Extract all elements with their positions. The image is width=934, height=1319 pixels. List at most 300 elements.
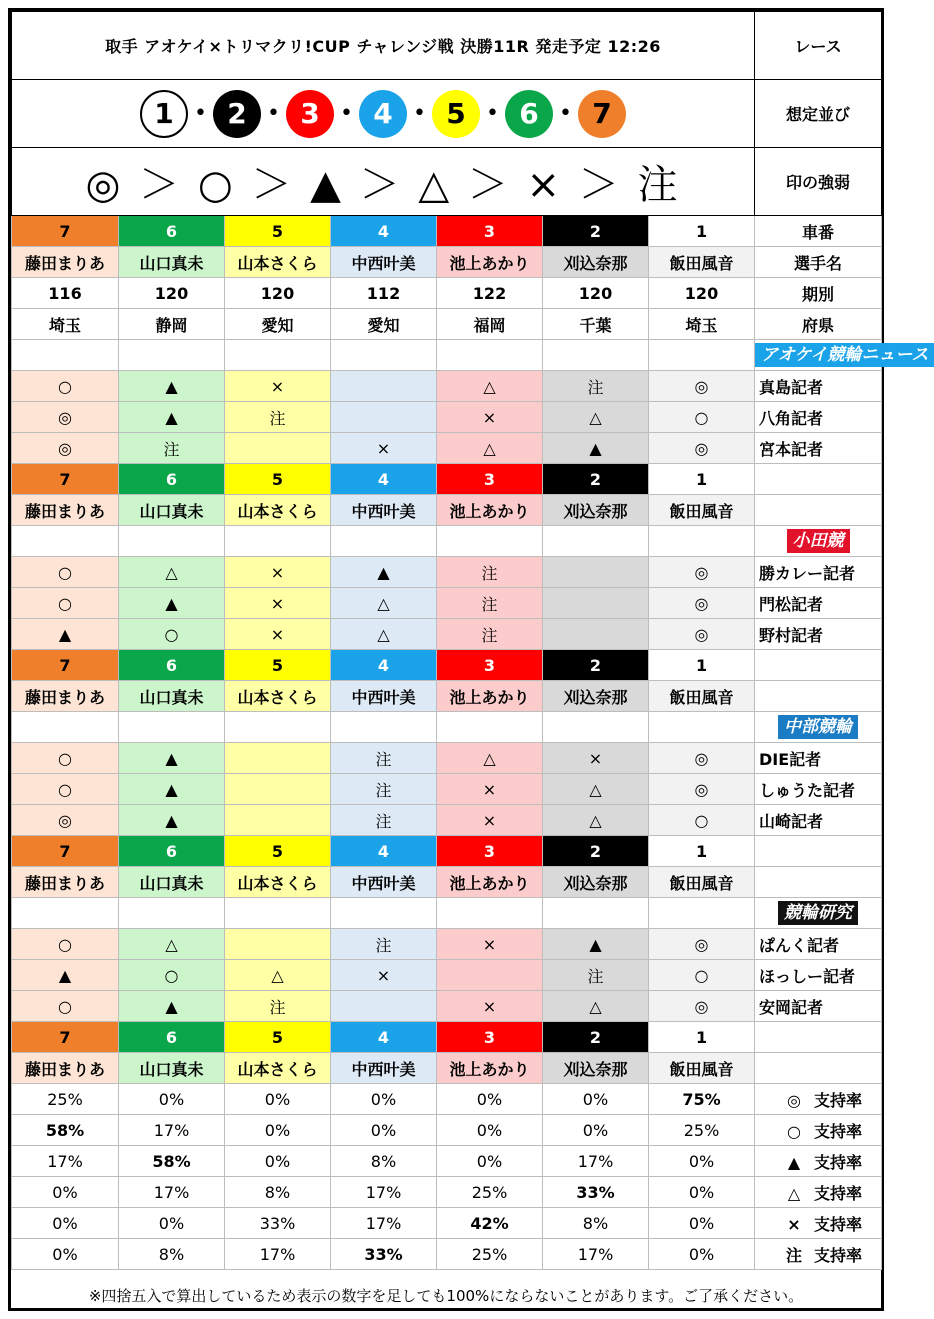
support-rate: 8% — [225, 1177, 331, 1208]
blank-cell — [543, 526, 649, 557]
name-row — [12, 495, 882, 526]
formation-line — [12, 80, 755, 148]
support-text: 支持率 — [814, 1090, 863, 1110]
support-rate: 0% — [119, 1084, 225, 1115]
reporter-name: 八角記者 — [755, 402, 882, 433]
blank-cell — [12, 712, 119, 743]
support-rate: 0% — [12, 1239, 119, 1270]
reporter-name: 安岡記者 — [755, 991, 882, 1022]
support-rate: 33% — [331, 1239, 437, 1270]
car-number: 7 — [12, 464, 119, 495]
support-rate: 8% — [543, 1208, 649, 1239]
rider-term: 116 — [12, 278, 119, 309]
support-mark: ▲ — [787, 1152, 801, 1172]
car-number: 5 — [225, 650, 331, 681]
rider-name: 池上あかり — [437, 495, 543, 526]
publication-row — [12, 526, 882, 557]
prediction-mark: ○ — [649, 960, 755, 991]
car-number: 2 — [543, 1022, 649, 1053]
blank-cell — [225, 712, 331, 743]
prediction-mark: ○ — [12, 557, 119, 588]
rider-name: 飯田風音 — [649, 495, 755, 526]
prediction-row — [12, 805, 882, 836]
prediction-mark — [225, 433, 331, 464]
support-rate: 0% — [331, 1084, 437, 1115]
rider-term: 120 — [225, 278, 331, 309]
prediction-mark — [543, 588, 649, 619]
blank-cell — [119, 526, 225, 557]
support-label — [755, 1239, 882, 1270]
support-rate: 8% — [331, 1146, 437, 1177]
blank-cell — [225, 526, 331, 557]
support-text: 支持率 — [814, 1152, 863, 1172]
prediction-mark — [225, 805, 331, 836]
prediction-row — [12, 619, 882, 650]
blank-cell — [649, 712, 755, 743]
rider-name: 刈込奈那 — [543, 681, 649, 712]
prediction-mark: ◎ — [649, 433, 755, 464]
blank-cell — [225, 340, 331, 371]
support-rate: 17% — [12, 1146, 119, 1177]
rider-term: 122 — [437, 278, 543, 309]
blank-cell — [543, 340, 649, 371]
formation-dot: • — [267, 101, 281, 126]
support-rate: 0% — [12, 1208, 119, 1239]
prediction-mark: ○ — [12, 774, 119, 805]
rider-pref: 静岡 — [119, 309, 225, 340]
rider-name: 刈込奈那 — [543, 247, 649, 278]
prediction-mark: 注 — [543, 960, 649, 991]
support-rate: 0% — [119, 1208, 225, 1239]
car-number: 2 — [543, 464, 649, 495]
support-rate: 0% — [225, 1084, 331, 1115]
rider-name: 池上あかり — [437, 867, 543, 898]
reporter-name: 門松記者 — [755, 588, 882, 619]
prediction-mark — [543, 619, 649, 650]
prediction-mark: ◎ — [649, 588, 755, 619]
formation-circle-2: 2 — [213, 90, 261, 138]
prediction-mark: ◎ — [12, 433, 119, 464]
number-label — [755, 1022, 882, 1053]
race-title: 取手 アオケイ×トリマクリ!CUP チャレンジ戦 決勝11R 発走予定 12:26 — [12, 12, 755, 80]
blank-cell — [437, 526, 543, 557]
prediction-mark: △ — [119, 557, 225, 588]
prediction-mark: ○ — [12, 743, 119, 774]
support-rate: 58% — [119, 1146, 225, 1177]
car-number: 2 — [543, 216, 649, 247]
rider-name: 飯田風音 — [649, 681, 755, 712]
rider-name: 刈込奈那 — [543, 495, 649, 526]
formation-dot: • — [485, 101, 499, 126]
rider-name: 飯田風音 — [649, 1053, 755, 1084]
prediction-mark: × — [437, 805, 543, 836]
prediction-mark: ▲ — [331, 557, 437, 588]
rider-pref: 福岡 — [437, 309, 543, 340]
rider-name: 中西叶美 — [331, 1053, 437, 1084]
name-row — [12, 247, 882, 278]
prediction-mark: ▲ — [119, 588, 225, 619]
prediction-row — [12, 929, 882, 960]
name-label — [755, 681, 882, 712]
support-rate: 0% — [225, 1115, 331, 1146]
prediction-mark: ◎ — [649, 743, 755, 774]
prediction-mark: × — [331, 433, 437, 464]
prediction-mark: ○ — [12, 371, 119, 402]
prediction-mark: △ — [437, 743, 543, 774]
blank-cell — [331, 340, 437, 371]
reporter-name: ほっしー記者 — [755, 960, 882, 991]
reporter-name: 山崎記者 — [755, 805, 882, 836]
prediction-mark: × — [331, 960, 437, 991]
prediction-row — [12, 371, 882, 402]
rider-name: 藤田まりあ — [12, 867, 119, 898]
rider-name: 山口真未 — [119, 681, 225, 712]
prediction-mark: 注 — [543, 371, 649, 402]
prediction-mark: × — [225, 588, 331, 619]
prediction-mark: 注 — [331, 929, 437, 960]
rider-term-row — [12, 278, 882, 309]
car-number: 3 — [437, 836, 543, 867]
support-rate: 25% — [437, 1177, 543, 1208]
name-label: 選手名 — [755, 247, 882, 278]
rider-name: 山口真未 — [119, 495, 225, 526]
number-row — [12, 216, 882, 247]
prediction-mark: △ — [437, 371, 543, 402]
prediction-row — [12, 557, 882, 588]
blank-cell — [331, 526, 437, 557]
support-label — [755, 1208, 882, 1239]
blank-cell — [331, 898, 437, 929]
blank-cell — [12, 340, 119, 371]
support-rate: 25% — [649, 1115, 755, 1146]
blank-cell — [12, 526, 119, 557]
rider-name: 池上あかり — [437, 247, 543, 278]
blank-cell — [437, 712, 543, 743]
car-number: 7 — [12, 836, 119, 867]
blank-cell — [119, 898, 225, 929]
prediction-mark: ○ — [649, 805, 755, 836]
car-number: 3 — [437, 650, 543, 681]
rider-name: 藤田まりあ — [12, 681, 119, 712]
prediction-mark: ◎ — [649, 371, 755, 402]
support-rate: 17% — [119, 1177, 225, 1208]
support-rate: 8% — [119, 1239, 225, 1270]
formation-label: 想定並び — [755, 80, 882, 148]
number-label — [755, 650, 882, 681]
support-mark: × — [787, 1214, 801, 1234]
prediction-mark: 注 — [437, 619, 543, 650]
rider-name: 藤田まりあ — [12, 247, 119, 278]
support-row — [12, 1239, 882, 1270]
name-row — [12, 867, 882, 898]
marks-order: ◎ ＞ ○ ＞ ▲ ＞ △ ＞ × ＞ 注 — [12, 148, 755, 216]
support-rate: 0% — [437, 1146, 543, 1177]
blank-cell — [543, 898, 649, 929]
prediction-mark: △ — [331, 588, 437, 619]
car-number: 1 — [649, 1022, 755, 1053]
rider-name: 藤田まりあ — [12, 495, 119, 526]
formation-circle-4: 4 — [359, 90, 407, 138]
race-table — [11, 11, 929, 1270]
rider-pref-row — [12, 309, 882, 340]
support-rate: 17% — [543, 1239, 649, 1270]
rider-name: 中西叶美 — [331, 247, 437, 278]
reporter-name: DIE記者 — [755, 743, 882, 774]
rider-name: 刈込奈那 — [543, 867, 649, 898]
formation-dot: • — [558, 101, 572, 126]
prediction-mark — [437, 960, 543, 991]
formation-dot: • — [340, 101, 353, 126]
number-row — [12, 464, 882, 495]
support-label — [755, 1084, 882, 1115]
support-rate: 25% — [12, 1084, 119, 1115]
support-rate: 0% — [543, 1115, 649, 1146]
support-rate: 0% — [649, 1177, 755, 1208]
prediction-mark — [331, 371, 437, 402]
formation-circle-5: 5 — [432, 90, 480, 138]
support-rate: 42% — [437, 1208, 543, 1239]
rider-name: 中西叶美 — [331, 867, 437, 898]
support-rate: 0% — [649, 1208, 755, 1239]
blank-cell — [649, 340, 755, 371]
support-rate: 17% — [119, 1115, 225, 1146]
prediction-mark: ◎ — [12, 805, 119, 836]
reporter-name: 野村記者 — [755, 619, 882, 650]
prediction-mark: × — [437, 991, 543, 1022]
number-label — [755, 836, 882, 867]
blank-cell — [12, 898, 119, 929]
prediction-mark: ▲ — [119, 371, 225, 402]
prediction-mark — [225, 743, 331, 774]
prediction-mark: ◎ — [649, 557, 755, 588]
support-row — [12, 1084, 882, 1115]
formation-circle-1: 1 — [140, 90, 188, 138]
prediction-row — [12, 743, 882, 774]
support-rate: 33% — [543, 1177, 649, 1208]
rider-name: 刈込奈那 — [543, 1053, 649, 1084]
rider-name: 山本さくら — [225, 495, 331, 526]
prediction-mark: ▲ — [119, 774, 225, 805]
formation-circle-6: 6 — [505, 90, 553, 138]
support-mark: 注 — [785, 1245, 802, 1265]
car-number: 1 — [649, 216, 755, 247]
rider-name: 飯田風音 — [649, 867, 755, 898]
support-mark: ○ — [787, 1121, 801, 1141]
car-number: 5 — [225, 1022, 331, 1053]
support-rate: 75% — [649, 1084, 755, 1115]
rider-name: 池上あかり — [437, 681, 543, 712]
support-rate: 0% — [543, 1084, 649, 1115]
support-text: 支持率 — [814, 1245, 863, 1265]
prediction-mark: 注 — [331, 774, 437, 805]
support-label — [755, 1146, 882, 1177]
rider-term: 120 — [543, 278, 649, 309]
publication-row — [12, 898, 882, 929]
prediction-mark: ○ — [12, 929, 119, 960]
rider-pref: 愛知 — [331, 309, 437, 340]
car-number: 4 — [331, 464, 437, 495]
rider-name: 中西叶美 — [331, 495, 437, 526]
prediction-mark: 注 — [437, 588, 543, 619]
prediction-mark — [331, 402, 437, 433]
reporter-name: ぱんく記者 — [755, 929, 882, 960]
support-rate: 0% — [12, 1177, 119, 1208]
prediction-mark: × — [437, 929, 543, 960]
prediction-mark: 注 — [119, 433, 225, 464]
prediction-mark — [225, 929, 331, 960]
prediction-mark: ○ — [119, 619, 225, 650]
number-label: 車番 — [755, 216, 882, 247]
prediction-mark: × — [225, 557, 331, 588]
prediction-mark: ▲ — [119, 402, 225, 433]
rider-name: 山本さくら — [225, 247, 331, 278]
prediction-row — [12, 402, 882, 433]
prediction-row — [12, 960, 882, 991]
reporter-name: 真島記者 — [755, 371, 882, 402]
prediction-mark: ○ — [119, 960, 225, 991]
reporter-name: 宮本記者 — [755, 433, 882, 464]
blank-cell — [649, 898, 755, 929]
support-rate: 17% — [331, 1177, 437, 1208]
blank-cell — [543, 712, 649, 743]
formation-dot: • — [413, 101, 426, 126]
car-number: 5 — [225, 836, 331, 867]
support-rate: 0% — [437, 1084, 543, 1115]
car-number: 6 — [119, 650, 225, 681]
rider-term-label: 期別 — [755, 278, 882, 309]
support-row — [12, 1208, 882, 1239]
car-number: 4 — [331, 836, 437, 867]
rider-name: 池上あかり — [437, 1053, 543, 1084]
publication-logo: アオケイ競輪ニュース — [755, 343, 934, 367]
publication-cell — [755, 898, 882, 929]
prediction-mark: ▲ — [12, 619, 119, 650]
name-row — [12, 681, 882, 712]
car-number: 3 — [437, 216, 543, 247]
prediction-row — [12, 991, 882, 1022]
race-sheet — [8, 8, 929, 1311]
prediction-mark: × — [543, 743, 649, 774]
car-number: 1 — [649, 650, 755, 681]
support-mark: ◎ — [787, 1090, 801, 1110]
rider-pref: 埼玉 — [12, 309, 119, 340]
car-number: 3 — [437, 464, 543, 495]
prediction-mark: × — [225, 619, 331, 650]
publication-cell — [755, 340, 929, 371]
support-row — [12, 1115, 882, 1146]
support-label — [755, 1115, 882, 1146]
prediction-mark: ◎ — [12, 402, 119, 433]
publication-cell — [755, 712, 882, 743]
prediction-mark: △ — [119, 929, 225, 960]
publication-logo: 競輪研究 — [778, 901, 858, 925]
support-rate: 0% — [437, 1115, 543, 1146]
prediction-mark: 注 — [437, 557, 543, 588]
blank-cell — [225, 898, 331, 929]
prediction-mark: ▲ — [119, 805, 225, 836]
prediction-mark: ○ — [12, 588, 119, 619]
reporter-name: 勝カレー記者 — [755, 557, 882, 588]
car-number: 1 — [649, 464, 755, 495]
car-number: 7 — [12, 650, 119, 681]
support-text: 支持率 — [814, 1121, 863, 1141]
car-number: 5 — [225, 464, 331, 495]
support-text: 支持率 — [814, 1214, 863, 1234]
prediction-mark: ◎ — [649, 619, 755, 650]
prediction-mark: ▲ — [119, 743, 225, 774]
blank-cell — [437, 898, 543, 929]
strength-label: 印の強弱 — [755, 148, 882, 216]
footnote-table — [11, 1282, 881, 1308]
rider-name: 藤田まりあ — [12, 1053, 119, 1084]
prediction-mark: △ — [437, 433, 543, 464]
support-rate: 17% — [543, 1146, 649, 1177]
number-row — [12, 650, 882, 681]
support-text: 支持率 — [814, 1183, 863, 1203]
blank-cell — [119, 340, 225, 371]
support-label — [755, 1177, 882, 1208]
support-rate: 17% — [331, 1208, 437, 1239]
prediction-mark: × — [437, 402, 543, 433]
rider-name: 飯田風音 — [649, 247, 755, 278]
publication-row — [12, 712, 882, 743]
formation-circle-3: 3 — [286, 90, 334, 138]
prediction-mark: △ — [543, 805, 649, 836]
name-label — [755, 867, 882, 898]
car-number: 4 — [331, 216, 437, 247]
car-number: 7 — [12, 1022, 119, 1053]
publication-logo: 中部競輪 — [778, 715, 858, 739]
name-label — [755, 495, 882, 526]
rider-name: 中西叶美 — [331, 681, 437, 712]
prediction-mark — [225, 774, 331, 805]
rider-pref-label: 府県 — [755, 309, 882, 340]
prediction-mark: 注 — [331, 743, 437, 774]
rider-pref: 埼玉 — [649, 309, 755, 340]
prediction-mark: × — [437, 774, 543, 805]
support-mark: △ — [787, 1183, 801, 1203]
car-number: 2 — [543, 836, 649, 867]
prediction-row — [12, 588, 882, 619]
prediction-mark: ▲ — [119, 991, 225, 1022]
rider-name: 山口真未 — [119, 247, 225, 278]
rider-name: 山本さくら — [225, 681, 331, 712]
publication-cell — [755, 526, 882, 557]
prediction-mark: △ — [225, 960, 331, 991]
support-rate: 0% — [331, 1115, 437, 1146]
support-rate: 33% — [225, 1208, 331, 1239]
car-number: 4 — [331, 650, 437, 681]
rider-name: 山本さくら — [225, 867, 331, 898]
name-label — [755, 1053, 882, 1084]
prediction-mark: △ — [543, 774, 649, 805]
number-row — [12, 836, 882, 867]
name-row — [12, 1053, 882, 1084]
reporter-name: しゅうた記者 — [755, 774, 882, 805]
car-number: 6 — [119, 836, 225, 867]
blank-cell — [437, 340, 543, 371]
car-number: 6 — [119, 216, 225, 247]
prediction-mark: × — [225, 371, 331, 402]
support-row — [12, 1177, 882, 1208]
prediction-mark: ▲ — [543, 929, 649, 960]
prediction-mark: ○ — [12, 991, 119, 1022]
rider-term: 112 — [331, 278, 437, 309]
prediction-mark — [331, 991, 437, 1022]
car-number: 1 — [649, 836, 755, 867]
car-number: 7 — [12, 216, 119, 247]
car-number: 5 — [225, 216, 331, 247]
